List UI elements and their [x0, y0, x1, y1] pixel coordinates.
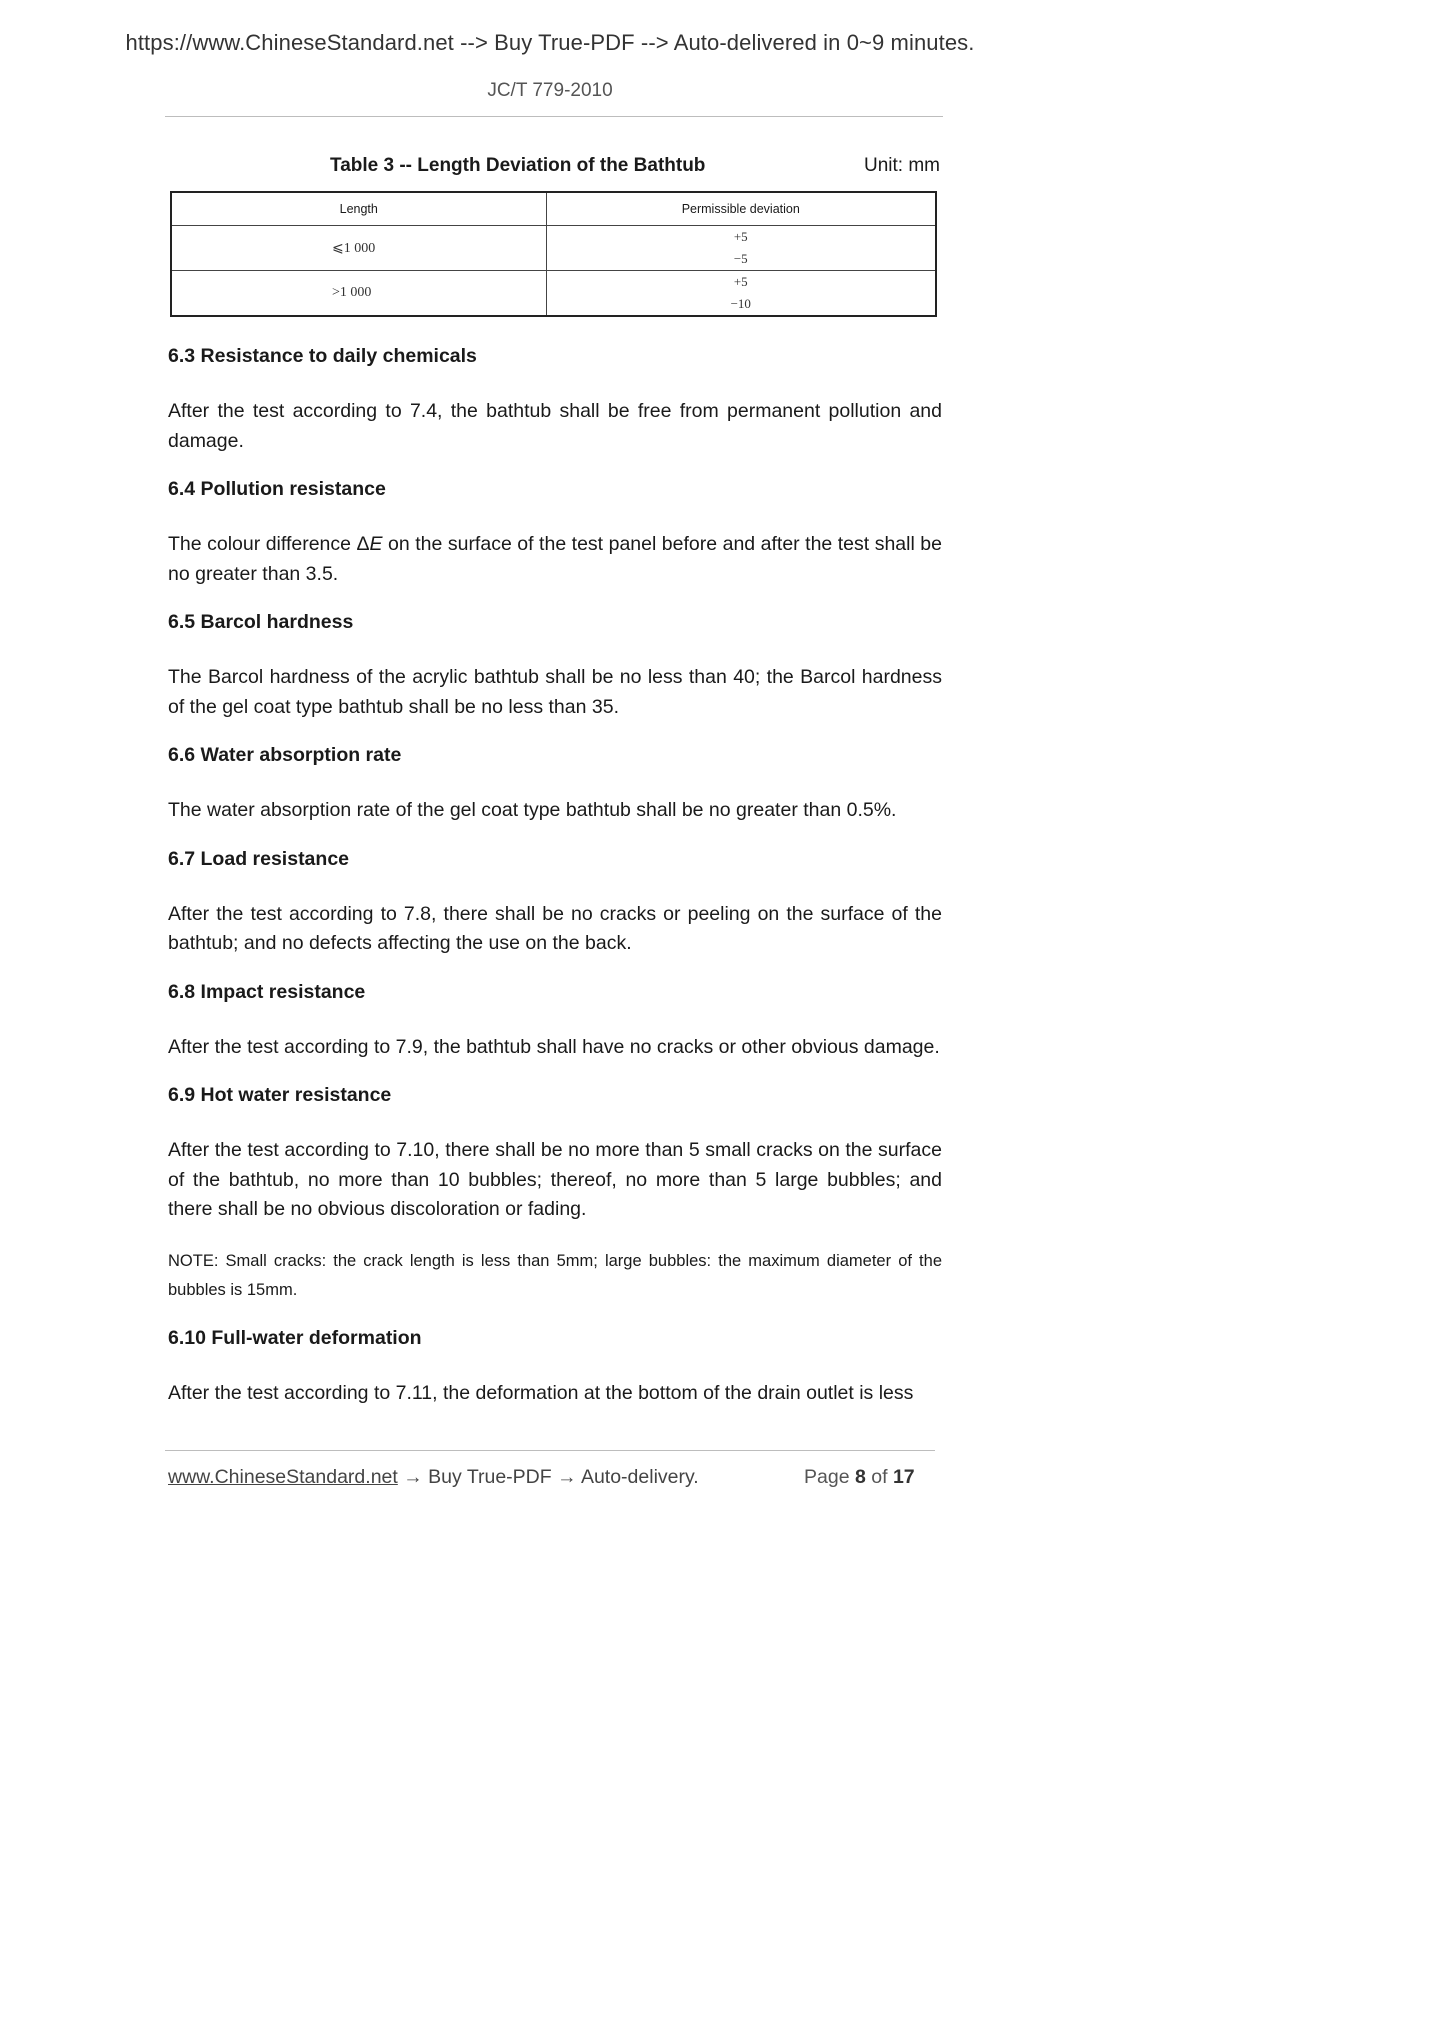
length-cell: >1 000: [171, 271, 546, 317]
delta-e-variable: E: [369, 533, 383, 555]
section-body-6-3: After the test according to 7.4, the bathtub shall be free from permanent pollution and damage.: [168, 400, 942, 452]
page-indicator: [804, 1466, 915, 1489]
deviation-lower: −10: [730, 296, 751, 311]
deviation-cell: [546, 226, 936, 271]
site-banner: https://www.ChineseStandard.net --> Buy True-PDF --> Auto-delivered in 0~9 minutes.: [125, 30, 975, 55]
column-header-length: Length: [171, 192, 546, 226]
section-body-6-4: [168, 530, 942, 589]
deviation-cell: [546, 271, 936, 317]
section-heading-6-7: 6.7 Load resistance: [168, 847, 350, 870]
section-body-6-10: After the test according to 7.11, the deformation at the bottom of the drain outlet is less: [168, 1381, 914, 1404]
document-number: JC/T 779-2010: [487, 80, 613, 101]
section-heading-6-10: 6.10 Full-water deformation: [168, 1326, 422, 1349]
section-heading-6-6: 6.6 Water absorption rate: [168, 744, 402, 766]
document-body: [168, 345, 942, 1408]
footer-divider: [165, 1450, 935, 1451]
deviation-lower: −5: [733, 251, 748, 266]
section-body-6-9: After the test according to 7.10, there shall be no more than 5 small cracks on the surface of the bathtub, no more than 10 bubbles; thereof, no more than 5 large bubbles; and there shall be no obvious discoloration or fading.: [168, 1139, 942, 1220]
length-cell: ⩽1 000: [171, 226, 546, 271]
section-body-6-8: After the test according to 7.9, the bathtub shall have no cracks or other obvious damage.: [168, 1035, 940, 1058]
section-heading-6-3: 6.3 Resistance to daily chemicals: [168, 345, 477, 367]
section-heading-6-4: 6.4 Pollution resistance: [168, 478, 386, 500]
section-heading-6-9: 6.9 Hot water resistance: [168, 1084, 392, 1106]
table-row: [171, 271, 936, 317]
page-word: Page: [804, 1466, 850, 1488]
table-header-row: [171, 192, 936, 226]
of-word: of: [871, 1466, 888, 1488]
section-body-6-6: The water absorption rate of the gel coat type bathtub shall be no greater than 0.5%.: [168, 799, 897, 821]
page-number: 8: [854, 1466, 866, 1488]
deviation-upper: +5: [733, 229, 748, 244]
footer-promo: [168, 1466, 699, 1489]
section-note-6-9: NOTE: Small cracks: the crack length is less than 5mm; large bubbles: the maximum diameter of the bubbles is 15mm.: [168, 1251, 942, 1299]
section-heading-6-8: 6.8 Impact resistance: [168, 980, 366, 1003]
table-unit: Unit: mm: [864, 155, 940, 176]
length-deviation-table: [170, 191, 937, 317]
body-text: on the surface of the test panel before and after the test shall be no greater than 3.5.: [168, 533, 942, 585]
header-divider: [165, 116, 943, 117]
section-body-6-7: After the test according to 7.8, there shall be no cracks or peeling on the surface of the bathtub; and no defects affecting the use on the back.: [168, 902, 942, 954]
footer-promo-text: → Buy True-PDF → Auto-delivery.: [397, 1466, 699, 1488]
table-row: [171, 226, 936, 271]
deviation-upper: +5: [733, 274, 748, 289]
page-total: 17: [892, 1466, 915, 1488]
body-text: The colour difference Δ: [168, 533, 370, 555]
column-header-deviation: Permissible deviation: [546, 192, 936, 226]
table-caption: Table 3 -- Length Deviation of the Bathtub: [330, 155, 706, 176]
section-body-6-5: The Barcol hardness of the acrylic bathtub shall be no less than 40; the Barcol hardness of the gel coat type bathtub shall be no less than 35.: [168, 666, 942, 718]
footer-site-link[interactable]: www.ChineseStandard.net: [168, 1466, 398, 1488]
section-heading-6-5: 6.5 Barcol hardness: [168, 611, 354, 633]
